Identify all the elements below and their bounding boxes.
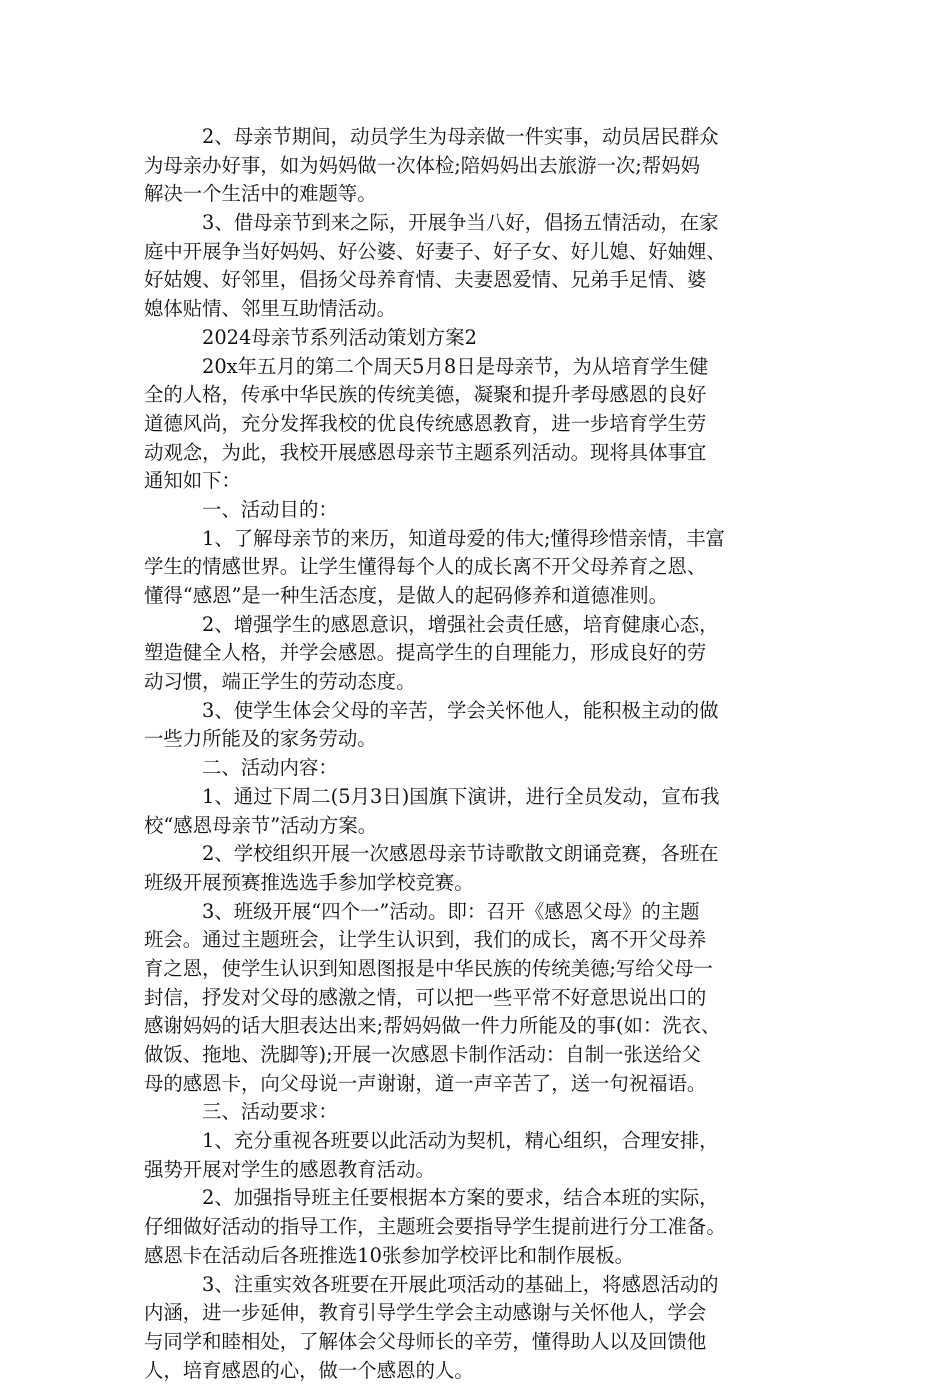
paragraph-line [0, 955, 950, 984]
section-heading-line [0, 496, 950, 525]
paragraph-line [0, 898, 950, 927]
paragraph-text: 2、加强指导班主任要根据本方案的要求，结合本班的实际， [202, 1186, 719, 1210]
paragraph-line [0, 611, 950, 640]
paragraph-line [0, 410, 950, 439]
paragraph-text: 1、充分重视各班要以此活动为契机，精心组织，合理安排， [202, 1129, 719, 1153]
paragraph-line [0, 984, 950, 1013]
paragraph-text: 动观念，为此，我校开展感恩母亲节主题系列活动。现将具体事宜 [144, 440, 707, 464]
paragraph-line [0, 439, 950, 468]
paragraph-line [0, 1127, 950, 1156]
paragraph-text: 校“感恩母亲节”活动方案。 [144, 813, 378, 837]
paragraph-text: 1、了解母亲节的来历，知道母爱的伟大;懂得珍惜亲情，丰富 [202, 526, 726, 550]
paragraph-line [0, 668, 950, 697]
paragraph-text: 为母亲办好事，如为妈妈做一次体检;陪妈妈出去旅游一次;帮妈妈 [144, 153, 701, 177]
paragraph-text: 一些力所能及的家务劳动。 [144, 727, 377, 751]
paragraph-line [0, 295, 950, 324]
paragraph-line [0, 582, 950, 611]
paragraph-text: 动习惯，端正学生的劳动态度。 [144, 670, 416, 694]
paragraph-line [0, 1156, 950, 1185]
section-heading-line [0, 754, 950, 783]
paragraph-text: 学生的情感世界。让学生懂得每个人的成长离不开父母养育之恩、 [144, 555, 707, 579]
paragraph-line [0, 1242, 950, 1271]
paragraph-text: 仔细做好活动的指导工作，主题班会要指导学生提前进行分工准备。 [144, 1215, 726, 1239]
paragraph-line [0, 812, 950, 841]
paragraph-text: 3、班级开展“四个一”活动。即：召开《感恩父母》的主题 [202, 899, 700, 923]
paragraph-line [0, 467, 950, 496]
section-heading: 三、活动要求： [202, 1100, 338, 1124]
paragraph-line [0, 525, 950, 554]
paragraph-line [0, 266, 950, 295]
paragraph-line [0, 1070, 950, 1099]
paragraph-text: 母的感恩卡，向父母说一声谢谢，道一声辛苦了，送一句祝福语。 [144, 1071, 707, 1095]
paragraph-line [0, 1184, 950, 1213]
section-heading: 一、活动目的： [202, 497, 338, 521]
paragraph-line [0, 381, 950, 410]
paragraph-text: 强势开展对学生的感恩教育活动。 [144, 1157, 435, 1181]
paragraph-text: 解决一个生活中的难题等。 [144, 182, 377, 206]
paragraph-text: 感恩卡在活动后各班推选10张参加学校评比和制作展板。 [144, 1243, 635, 1267]
section-title-line [0, 324, 950, 353]
paragraph-text: 20x年五月的第二个周天5月8日是母亲节，为从培育学生健 [202, 354, 709, 378]
paragraph-text: 人，培育感恩的心，做一个感恩的人。 [144, 1358, 474, 1382]
paragraph-line [0, 639, 950, 668]
paragraph-text: 班会。通过主题班会，让学生认识到，我们的成长，离不开父母养 [144, 928, 707, 952]
paragraph-line [0, 869, 950, 898]
paragraph-text: 2、增强学生的感恩意识，增强社会责任感，培育健康心态， [202, 612, 719, 636]
paragraph-text: 2、母亲节期间，动员学生为母亲做一件实事，动员居民群众 [202, 125, 719, 148]
paragraph-text: 1、通过下周二(5月3日)国旗下演讲，进行全员发动，宣布我 [202, 784, 720, 808]
paragraph-text: 道德风尚，充分发挥我校的优良传统感恩教育，进一步培育学生劳 [144, 411, 707, 435]
paragraph-line [0, 1357, 950, 1385]
paragraph-text: 育之恩，使学生认识到知恩图报是中华民族的传统美德;写给父母一 [144, 956, 713, 980]
paragraph-line [0, 1041, 950, 1070]
paragraph-line [0, 697, 950, 726]
paragraph-text: 3、使学生体会父母的辛苦，学会关怀他人，能积极主动的做 [202, 698, 719, 722]
paragraph-line [0, 553, 950, 582]
paragraph-line [0, 725, 950, 754]
paragraph-line [0, 840, 950, 869]
paragraph-line [0, 783, 950, 812]
paragraph-line [0, 123, 950, 152]
paragraph-line [0, 1012, 950, 1041]
paragraph-line [0, 1213, 950, 1242]
paragraph-text: 3、借母亲节到来之际，开展争当八好，倡扬五情活动，在家 [202, 211, 719, 235]
paragraph-text: 塑造健全人格，并学会感恩。提高学生的自理能力，形成良好的劳 [144, 641, 707, 665]
paragraph-line [0, 926, 950, 955]
paragraph-line [0, 180, 950, 209]
section-heading: 二、活动内容： [202, 756, 338, 780]
paragraph-text: 通知如下： [144, 469, 241, 493]
paragraph-line [0, 1328, 950, 1357]
paragraph-text: 全的人格，传承中华民族的传统美德，凝聚和提升孝母感恩的良好 [144, 383, 707, 407]
paragraph-text: 与同学和睦相处，了解体会父母师长的辛劳，懂得助人以及回馈他 [144, 1329, 707, 1353]
document-body [0, 123, 950, 1385]
paragraph-line [0, 152, 950, 181]
paragraph-text: 好姑嫂、好邻里，倡扬父母养育情、夫妻恩爱情、兄弟手足情、婆 [144, 268, 707, 292]
document-title: 2024母亲节系列活动策划方案2 [202, 325, 477, 349]
paragraph-text: 做饭、拖地、洗脚等);开展一次感恩卡制作活动：自制一张送给父 [144, 1043, 702, 1066]
paragraph-line [0, 238, 950, 267]
paragraph-text: 感谢妈妈的话大胆表达出来;帮妈妈做一件力所能及的事(如：洗衣、 [144, 1014, 721, 1038]
paragraph-line [0, 1299, 950, 1328]
paragraph-line [0, 209, 950, 238]
paragraph-line [0, 1271, 950, 1300]
paragraph-text: 3、注重实效各班要在开展此项活动的基础上，将感恩活动的 [202, 1272, 719, 1296]
paragraph-line [0, 353, 950, 382]
section-heading-line [0, 1098, 950, 1127]
paragraph-text: 内涵，进一步延伸，教育引导学生学会主动感谢与关怀他人，学会 [144, 1301, 707, 1325]
paragraph-text: 2、学校组织开展一次感恩母亲节诗歌散文朗诵竞赛，各班在 [202, 842, 719, 866]
paragraph-text: 班级开展预赛推选选手参加学校竞赛。 [144, 870, 474, 894]
paragraph-text: 封信，抒发对父母的感激之情，可以把一些平常不好意思说出口的 [144, 985, 707, 1009]
paragraph-text: 懂得“感恩”是一种生活态度，是做人的起码修养和道德准则。 [144, 584, 668, 607]
paragraph-text: 媳体贴情、邻里互助情活动。 [144, 297, 397, 321]
paragraph-text: 庭中开展争当好妈妈、好公婆、好妻子、好子女、好儿媳、好妯娌、 [144, 239, 726, 263]
